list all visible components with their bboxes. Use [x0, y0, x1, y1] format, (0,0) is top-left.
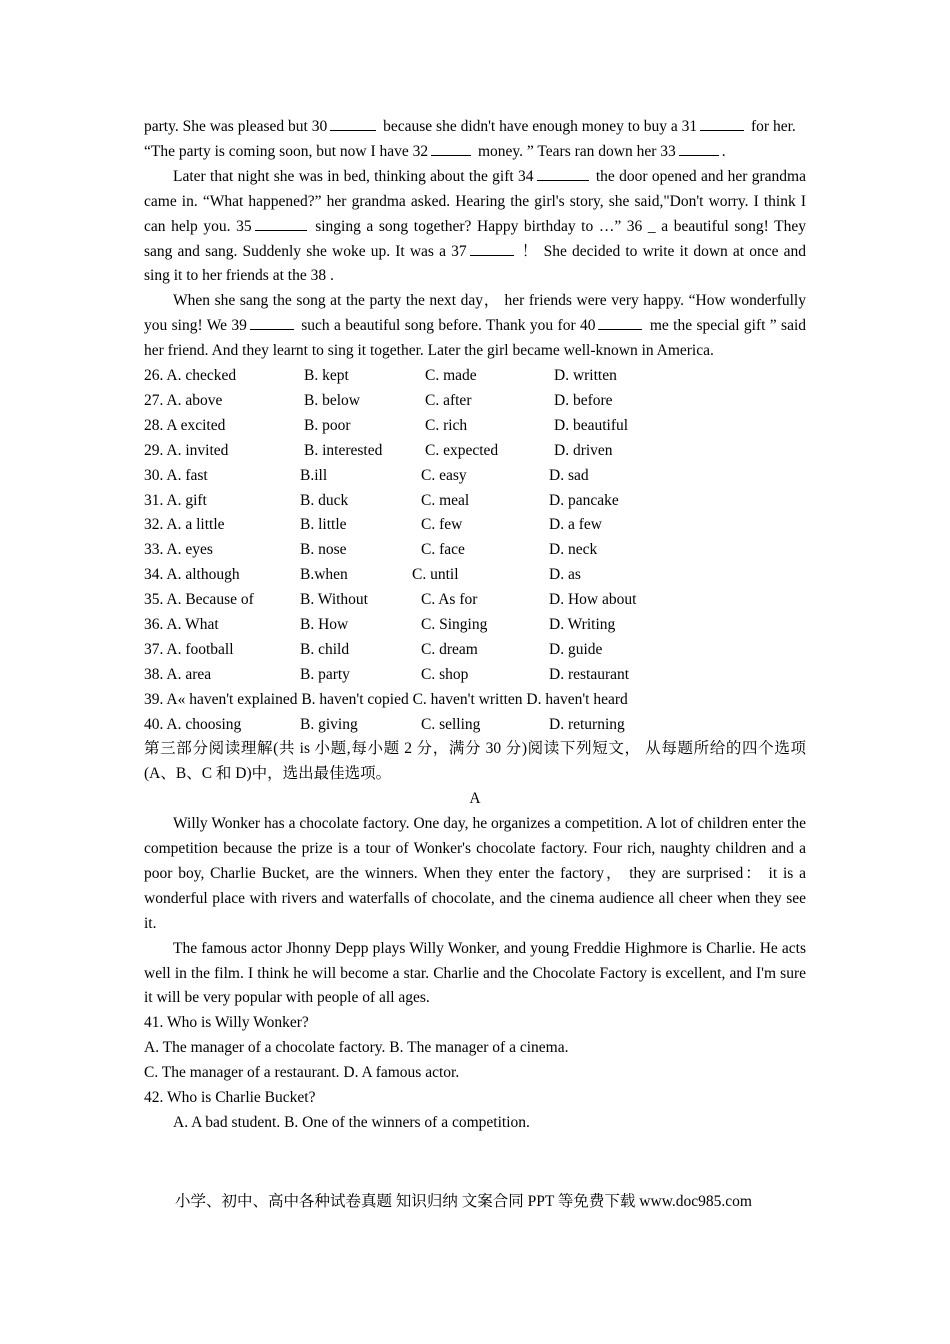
- option-row: [144, 364, 806, 389]
- option-d: D. driven: [554, 441, 613, 459]
- option-d: D. returning: [549, 715, 625, 733]
- option-a: 33. A. eyes: [144, 541, 213, 559]
- text: party. She was pleased but 30: [144, 118, 328, 135]
- reading-paragraph: Willy Wonker has a chocolate factory. One day, he organizes a competition. A lot of children enter the competition because the prize is a tour of Wonker's chocolate factory. Four rich, naughty children and a poor boy, Charlie Bucket, are the winners. When they enter the factory， they are surprised： it is a wonderful place with rivers and waterfalls of chocolate, and the cinema audience all cheer when they see it.: [144, 815, 806, 932]
- passage-line: [144, 115, 806, 140]
- option-b: B. party: [300, 665, 350, 683]
- option-row: [144, 713, 806, 738]
- option-c: C. few: [421, 516, 463, 534]
- question-42-options-ab: A. A bad student. B. One of the winners of a competition.: [173, 1114, 530, 1132]
- option-c: C. shop: [421, 665, 469, 683]
- option-b: B. duck: [300, 491, 349, 509]
- page-footer: 小学、初中、高中各种试卷真题 知识归纳 文案合同 PPT 等免费下载 www.doc985.com: [175, 1193, 752, 1210]
- answer-blank: [470, 241, 514, 256]
- option-list: [144, 364, 806, 737]
- option-row: [144, 588, 806, 613]
- option-c: C. expected: [425, 441, 499, 459]
- text: singing a song together? Happy birthday to …” 36 _ a beautiful song! They sang and sang. Suddenly she woke up. It was a 37: [144, 217, 806, 260]
- text: Later that night she was in bed, thinking about the gift 34: [173, 167, 534, 185]
- option-c: C. dream: [421, 640, 478, 658]
- option-row: [144, 513, 806, 538]
- option-b: B. kept: [304, 367, 349, 385]
- question-42: 42. Who is Charlie Bucket?: [144, 1089, 316, 1107]
- answer-blank: [598, 315, 642, 330]
- text: ！ She decided to write it down at once and sing it to her friends at the 38 .: [144, 242, 807, 285]
- option-a: 28. A excited: [144, 416, 226, 434]
- answer-blank: [330, 116, 376, 131]
- text: When she sang the song at the party the next day， her friends were very happy. “How wonderfully you sing! We 39: [144, 292, 806, 335]
- option-c: C. Singing: [421, 615, 488, 633]
- answer-blank: [255, 216, 307, 231]
- option-d: D. written: [554, 367, 617, 385]
- option-row: [144, 563, 806, 588]
- question-41-options-cd: C. The manager of a restaurant. D. A famous actor.: [144, 1064, 460, 1082]
- option-row: [144, 638, 806, 663]
- option-row: [144, 464, 806, 489]
- option-b: B. interested: [304, 441, 383, 459]
- option-d: D. beautiful: [554, 416, 629, 434]
- text: .: [721, 142, 726, 160]
- question-41: 41. Who is Willy Wonker?: [144, 1014, 309, 1032]
- option-c: C. face: [421, 541, 465, 559]
- option-d: D. How about: [549, 591, 637, 609]
- answer-blank: [431, 141, 471, 156]
- option-a: 35. A. Because of: [144, 591, 254, 609]
- option-a: 38. A. area: [144, 665, 212, 683]
- option-d: D. restaurant: [549, 665, 630, 683]
- option-a: 30. A. fast: [144, 466, 208, 484]
- option-a: 40. A. choosing: [144, 715, 242, 733]
- text: the door opened and her grandma came in. “What happened?” her grandma asked. Hearing the girl's story, she said,"Don't worry. I think I can help you. 35: [144, 167, 806, 235]
- option-d: D. neck: [549, 541, 598, 559]
- passage-paragraph: [144, 289, 806, 364]
- option-a: 26. A. checked: [144, 367, 237, 385]
- text: “The party is coming soon, but now I have 32: [144, 142, 429, 160]
- text: me the special gift ” said her friend. And they learnt to sing it together. Later the girl became well-known in America.: [144, 317, 806, 360]
- option-c: C. selling: [421, 715, 481, 733]
- option-c: C. until: [412, 566, 459, 584]
- text: for her.: [751, 118, 796, 135]
- option-d: D. guide: [549, 640, 603, 658]
- option-c: C. after: [425, 391, 472, 409]
- option-row: [144, 489, 806, 514]
- option-b: B. giving: [300, 715, 358, 733]
- option-39-text: 39. A« haven't explained B. haven't copied C. haven't written D. haven't heard: [144, 690, 628, 708]
- option-a: 34. A. although: [144, 566, 240, 584]
- option-b: B.ill: [300, 466, 328, 484]
- option-row: [144, 414, 806, 439]
- option-row: [144, 389, 806, 414]
- option-d: D. as: [549, 566, 581, 584]
- option-c: C. As for: [421, 591, 478, 609]
- passage-paragraph: [144, 165, 806, 290]
- option-a: 27. A. above: [144, 391, 223, 409]
- passage-line: [144, 140, 806, 165]
- answer-blank: [679, 141, 719, 156]
- text: money. ” Tears ran down her 33: [477, 142, 676, 160]
- option-b: B. Without: [300, 591, 368, 609]
- answer-blank: [250, 315, 294, 330]
- answer-blank: [537, 166, 589, 181]
- option-b: B. little: [300, 516, 347, 534]
- section-letter: A: [469, 790, 481, 808]
- option-b: B. poor: [304, 416, 351, 434]
- option-c: C. made: [425, 367, 477, 385]
- text: because she didn't have enough money to buy a 31: [383, 118, 698, 135]
- option-d: D. a few: [549, 516, 602, 534]
- option-c: C. rich: [425, 416, 468, 434]
- option-a: 32. A. a little: [144, 516, 225, 534]
- option-b: B. How: [300, 615, 349, 633]
- option-b: B. below: [304, 391, 360, 409]
- section-instructions: 第三部分阅读理解(共 is 小题,每小题 2 分，满分 30 分)阅读下列短文， 从每题所给的四个选项(A、B、C 和 D)中，选出最佳选项。: [144, 740, 806, 783]
- document-page: [144, 115, 806, 1136]
- option-d: D. pancake: [549, 491, 619, 509]
- option-row: [144, 538, 806, 563]
- option-a: 29. A. invited: [144, 441, 229, 459]
- option-c: C. easy: [421, 466, 467, 484]
- option-b: B.when: [300, 566, 348, 584]
- option-a: 31. A. gift: [144, 491, 207, 509]
- option-row: [144, 663, 806, 688]
- answer-blank: [700, 116, 744, 131]
- option-c: C. meal: [421, 491, 470, 509]
- question-41-options-ab: A. The manager of a chocolate factory. B. The manager of a cinema.: [144, 1039, 569, 1057]
- option-d: D. Writing: [549, 615, 616, 633]
- option-b: B. nose: [300, 541, 347, 559]
- reading-paragraph: The famous actor Jhonny Depp plays Willy Wonker, and young Freddie Highmore is Charlie. He acts well in the film. I think he will become a star. Charlie and the Chocolate Factory is excellent, and I'm sure it will be very popular with people of all ages.: [144, 939, 806, 1007]
- text: such a beautiful song before. Thank you for 40: [301, 317, 596, 335]
- option-d: D. before: [554, 391, 613, 409]
- option-row: [144, 613, 806, 638]
- option-a: 37. A. football: [144, 640, 234, 658]
- option-row: [144, 439, 806, 464]
- option-row: [144, 688, 806, 713]
- option-d: D. sad: [549, 466, 589, 484]
- option-a: 36. A. What: [144, 615, 219, 633]
- option-b: B. child: [300, 640, 350, 658]
